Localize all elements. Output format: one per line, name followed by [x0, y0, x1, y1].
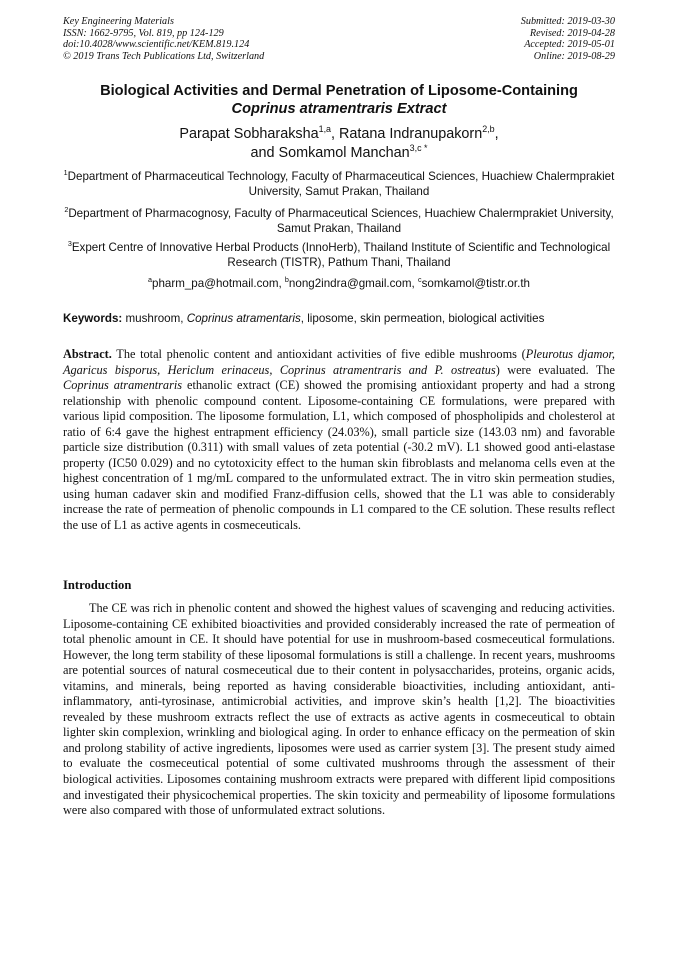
abstract-text: The total phenolic content and antioxidant activities of five edible mushrooms ( [111, 347, 526, 361]
journal-doi: doi:10.4028/www.scientific.net/KEM.819.124 [63, 39, 250, 51]
email-link: somkamol@tistr.or.th [421, 277, 530, 290]
title-line-1: Biological Activities and Dermal Penetration of Liposome-Containing [100, 83, 578, 99]
date-revised: Revised: 2019-04-28 [529, 27, 615, 39]
paper-title [40, 82, 638, 118]
abstract-species: Coprinus atramentraris [63, 378, 183, 393]
affiliation-text: Expert Centre of Innovative Herbal Products (InnoHerb), Thailand Institute of Scientific and Technological Research (TISTR), Pathum Thani, Thailand [71, 241, 611, 269]
author-emails [62, 276, 616, 291]
affiliation [62, 169, 616, 199]
abstract-text: ) were evaluated. The [495, 362, 615, 377]
introduction-paragraph: The CE was rich in phenolic content and showed the highest values of scavenging and reducing activities. Liposome-containing CE exhibited bioactivities and provided considerably increased the rate of permeation of total phenolic amount in CE. It should have potential for use in mushroom-based cosmeceutical formulations. However, the long term stability of these liposomal formulations is still a challenge. In recent years, mushrooms are potential sources of natural cosmeceutical due to their content in polysaccharides, proteins, organic acids, vitamins, and minerals, being reported as having considerable bioactivities, including antioxidant, anti-inflammatory, anti-tyrosinase, antimicrobial activities, and improve skin’s health [1,2]. The bioactivities revealed by these mushroom extracts reflect the use of extracts as active agents in cosmeceutical to obtain lighter skin complexion, wrinkling and biological aging. In order to enhance efficacy on the permeation of skin and prolong stability of active ingredients, liposomes were used as carrier system [3]. The present study aimed to evaluate the cosmeceutical potential of some cultivated mushrooms through the assessment of their biological activities. Liposomes containing mushroom extracts were prepared with different lipid compositions and investigated their physicochemical properties. The skin toxicity and permeability of liposome formulations were also compared with those of unformulated extract solutions. [63, 601, 615, 818]
affiliation [62, 240, 616, 270]
author-name: Parapat Sobharaksha [179, 126, 319, 142]
keywords-species: Coprinus atramentaris [186, 312, 301, 325]
author-affiliation-mark: 3,c * [409, 143, 428, 154]
journal-copyright: © 2019 Trans Tech Publications Ltd, Switzerland [63, 50, 265, 62]
author-affiliation-mark: 2,b [482, 124, 495, 135]
affiliation-mark: 2 [64, 205, 69, 215]
date-online: Online: 2019-08-29 [533, 50, 615, 62]
keywords [63, 311, 623, 326]
keywords-text: mushroom, [122, 312, 187, 325]
email-mark: a [148, 275, 152, 285]
email-link: nong2indra@gmail.com, [288, 277, 418, 290]
abstract [63, 347, 615, 534]
date-submitted: Submitted: 2019-03-30 [520, 16, 615, 27]
date-accepted: Accepted: 2019-05-01 [524, 39, 615, 51]
section-heading: Introduction [63, 578, 132, 592]
affiliation-mark: 1 [63, 168, 68, 178]
keywords-text: , liposome, skin permeation, biological activities [300, 312, 545, 325]
publication-dates [521, 16, 615, 62]
email-mark: b [284, 275, 289, 285]
title-line-2: Coprinus atramentraris Extract [231, 101, 447, 117]
author-list: Parapat Sobharaksha$^{1,a}$, Ratana Indranupakorn$^{2,b}$, and Somkamol Manchan$^{3,c *}$ [179, 124, 499, 161]
affiliation [62, 206, 616, 236]
abstract-label: Abstract. [63, 347, 112, 361]
author-affiliation-mark: 1,a [318, 124, 331, 135]
journal-header [63, 16, 264, 62]
affiliation-text: Department of Pharmacognosy, Faculty of Pharmaceutical Sciences, Huachiew Chalermprakiet University, Samut Prakan, Thailand [68, 207, 614, 235]
email-mark: c [417, 275, 422, 285]
keywords-label: Keywords: [63, 312, 123, 325]
affiliation-text: Department of Pharmaceutical Technology, Faculty of Pharmaceutical Sciences, Huachiew Chalermprakiet University, Samut Prakan, Thailand [67, 170, 615, 198]
abstract-species: Pleurotus djamor, Agaricus bisporus, Hericlum erinaceus, Coprinus atramentraris and P. ostreatus [63, 347, 615, 377]
affiliation-mark: 3 [67, 239, 72, 249]
author-name: Ratana Indranupakorn [339, 126, 483, 142]
abstract-text: ethanolic extract (CE) showed the promising antioxidant property and had a strong relationship with phenolic compound content. Liposome-containing CE formulations, were prepared with various lipid composition. The liposome formulation, L1, which composed of phospholipids and cholesterol at ratio of 6:4 gave the highest entrapment efficiency (24.03%), small particle size (143.03 nm) and favorable particle size distribution (0.311) with small values of zeta potential (-30.2 mV). L1 showed good anti-elastase property (IC50 0.029) and no cytotoxicity effect to the human skin fibroblasts and melanoma cells even at the highest concentration of 1 mg/mL compared to the unformulated extract. The in vitro skin permeation studies, using human cadaver skin and modified Franz-diffusion cells, showed that the L1 was able to considerably increase the rate of permeation of phenolic compounds in L1 compared to the CE solution. These results reflect the use of L1 as active agents in cosmeceuticals. [63, 378, 616, 533]
author-name: and Somkamol Manchan [250, 145, 410, 161]
journal-issn: ISSN: 1662-9795, Vol. 819, pp 124-129 [63, 27, 224, 39]
email-link: pharm_pa@hotmail.com, [152, 277, 285, 290]
journal-name: Key Engineering Materials [63, 16, 174, 27]
